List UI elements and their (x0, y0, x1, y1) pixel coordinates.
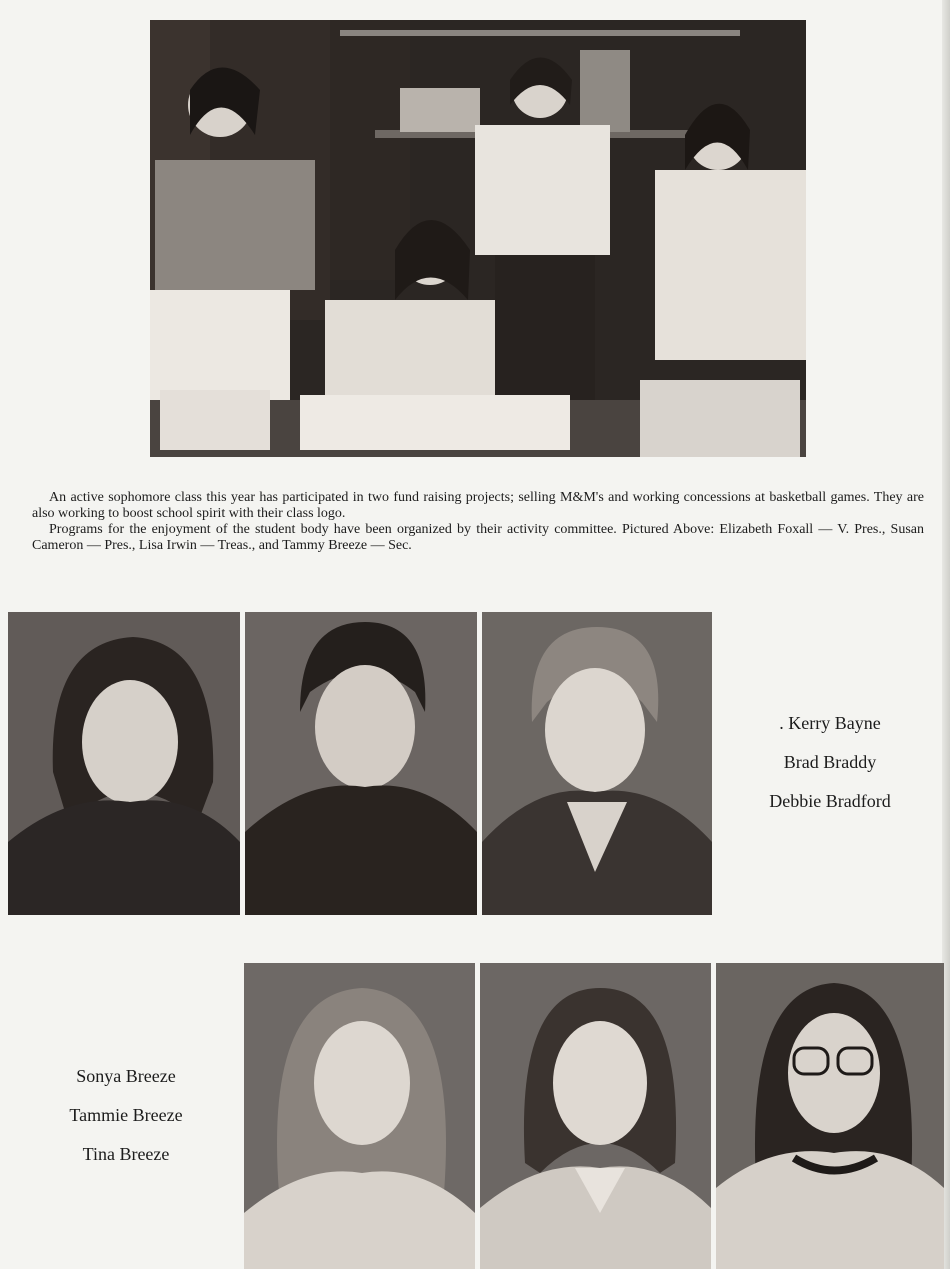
portrait-sonya-breeze (244, 963, 475, 1269)
names-bottom-row (55, 1057, 197, 1174)
name-debbie-bradford: Debbie Bradford (769, 791, 891, 811)
portrait-kerry-bayne (8, 612, 240, 915)
caption-paragraph-1: An active sophomore class this year has participated in two fund raising projects; selling M&M's and working concessions at basketball games. They are also working to boost school spirit with their class logo. (32, 490, 924, 521)
name-kerry-bayne: . Kerry Bayne (779, 713, 881, 733)
photo-caption (32, 490, 924, 554)
portrait-debbie-bradford (482, 612, 712, 915)
officers-group-photo (150, 20, 806, 457)
caption-paragraph-2: Programs for the enjoyment of the student body have been organized by their activity committee. Pictured Above: Elizabeth Foxall — V. Pres., Susan Cameron — Pres., Lisa Irwin — Treas., and Tammy Breeze — Sec. (32, 522, 924, 553)
portrait-brad-braddy (245, 612, 477, 915)
portrait-tammie-breeze (480, 963, 711, 1269)
name-tina-breeze: Tina Breeze (82, 1144, 170, 1164)
name-sonya-breeze: Sonya Breeze (76, 1066, 176, 1086)
portrait-tina-breeze (716, 963, 944, 1269)
name-brad-braddy: Brad Braddy (783, 752, 877, 772)
names-top-row (760, 704, 900, 821)
name-tammie-breeze: Tammie Breeze (69, 1105, 183, 1125)
